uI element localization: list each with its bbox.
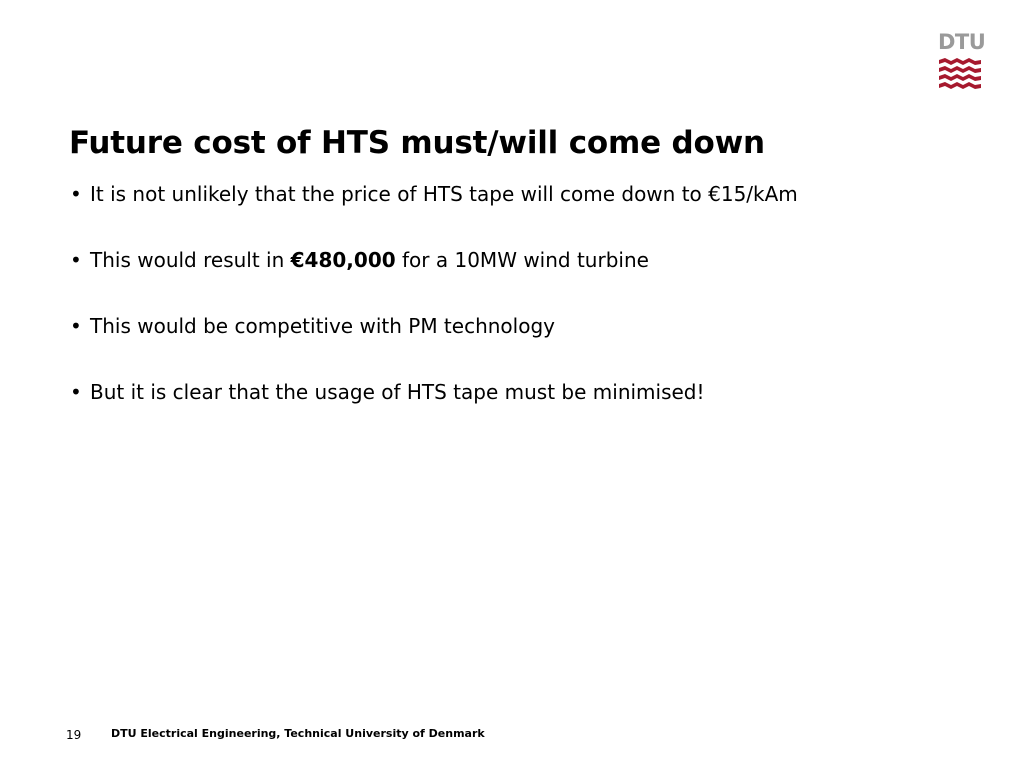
bullet-emphasis: €480,000	[290, 248, 396, 272]
bullet-list	[70, 178, 798, 442]
dtu-waves-icon	[939, 58, 981, 90]
bullet-item	[70, 244, 798, 276]
bullet-text: This would be competitive with PM technology	[90, 314, 555, 338]
dtu-logo	[938, 30, 986, 94]
bullet-text-prefix: This would result in	[90, 248, 291, 272]
bullet-marker: •	[70, 248, 82, 272]
page-number: 19	[66, 728, 82, 742]
bullet-marker: •	[70, 314, 82, 338]
bullet-item	[70, 376, 798, 408]
bullet-marker: •	[70, 380, 82, 404]
bullet-item	[70, 178, 798, 210]
bullet-marker: •	[70, 182, 82, 206]
bullet-text-suffix: for a 10MW wind turbine	[395, 248, 649, 272]
logo-text: DTU	[938, 30, 986, 54]
bullet-text: It is not unlikely that the price of HTS tape will come down to €15/kAm	[90, 182, 798, 206]
footer-text: DTU Electrical Engineering, Technical University of Denmark	[111, 727, 485, 740]
bullet-text: But it is clear that the usage of HTS tape must be minimised!	[90, 380, 705, 404]
slide-title: Future cost of HTS must/will come down	[69, 125, 765, 161]
bullet-item	[70, 310, 798, 342]
